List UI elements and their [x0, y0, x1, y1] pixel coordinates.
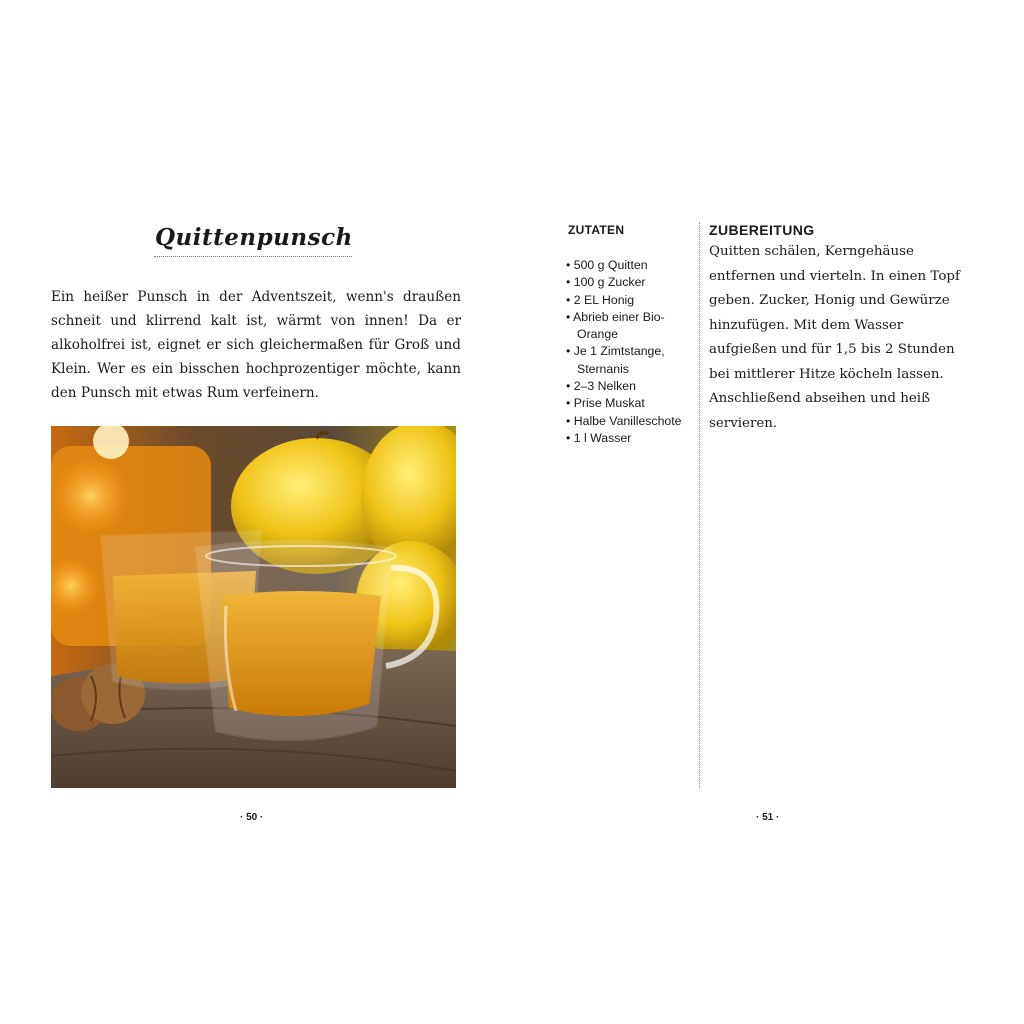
ingredients-list [566, 257, 696, 447]
preparation-heading: ZUBEREITUNG [709, 222, 815, 238]
page-number-right: · 51 · [756, 812, 780, 823]
list-item: • 2 EL Honig [566, 292, 696, 309]
list-item: • 500 g Quitten [566, 257, 696, 274]
preparation-text: Quitten schälen, Kerngehäuse entfernen und vierteln. In einen Topf geben. Zucker, Honig und Gewürze hinzufügen. Mit dem Wasser aufgießen und für 1,5 bis 2 Stunden bei mittlerer Hitze köcheln lassen. Anschließend abseihen und heiß servieren. [709, 244, 960, 431]
list-item: • 1 l Wasser [566, 430, 696, 447]
punch-photo-illustration [51, 426, 456, 788]
title-underline [154, 256, 352, 257]
intro-paragraph: Ein heißer Punsch in der Adventszeit, wenn's draußen schneit und klirrend kalt ist, wärmt von innen! Da er alkoholfrei ist, eignet er sich gleichermaßen für Groß und Klein. Wer es ein bisschen hochprozentiger möchte, kann den Punsch mit etwas Rum verfeinern. [51, 289, 461, 401]
column-divider [699, 222, 700, 788]
punch-photo [51, 426, 456, 788]
list-item: • 2–3 Nelken [566, 378, 696, 395]
list-item: • Halbe Vanilleschote [566, 413, 696, 430]
ingredients-heading: ZUTATEN [568, 223, 625, 237]
list-item: • Je 1 Zimtstange, Sternanis [566, 343, 696, 378]
list-item: • 100 g Zucker [566, 274, 696, 291]
recipe-title: Quittenpunsch [155, 224, 353, 251]
list-item: • Prise Muskat [566, 395, 696, 412]
list-item: • Abrieb einer Bio-Orange [566, 309, 696, 344]
page-number-left: · 50 · [240, 812, 264, 823]
